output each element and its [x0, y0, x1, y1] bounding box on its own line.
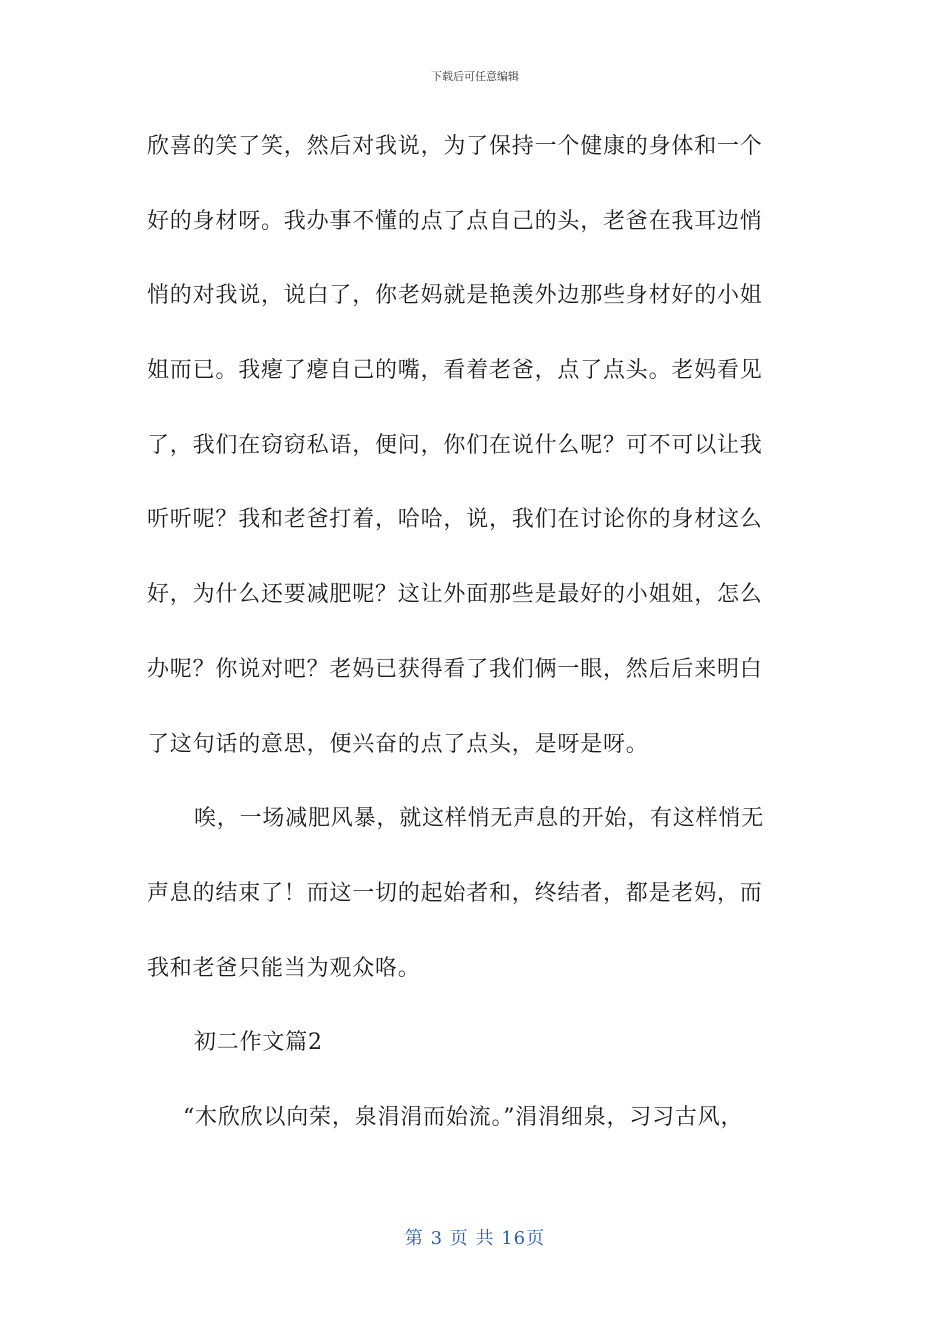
- paragraph-start-line: 唉，一场减肥风暴，就这样悄无声息的开始，有这样悄无: [194, 806, 765, 832]
- text-line: 了，我们在窃窃私语，便问，你们在说什么呢？可不可以让我: [147, 432, 763, 458]
- text-line: 好的身材呀。我办事不懂的点了点自己的头，老爸在我耳边悄: [147, 208, 763, 234]
- document-body: [147, 128, 813, 1174]
- text-line: 欣喜的笑了笑，然后对我说，为了保持一个健康的身体和一个: [147, 134, 763, 159]
- text-line: 姐而已。我瘪了瘪自己的嘴，看着老爸，点了点头。老妈看见: [147, 358, 763, 384]
- page-number-footer: 第 3 页 共 16页: [404, 1228, 546, 1249]
- text-line: 了这句话的意思，便兴奋的点了点头，是呀是呀。: [147, 731, 649, 757]
- text-line: 办呢？你说对吧？老妈已获得看了我们俩一眼，然后后来明白: [147, 656, 763, 682]
- page-header-note: 下载后可任意编辑: [431, 70, 519, 83]
- paragraph-start-line: “木欣欣以向荣，泉涓涓而始流。”涓涓细泉，习习古风，: [183, 1104, 744, 1130]
- text-line: 听听呢？我和老爸打着，哈哈，说，我们在讨论你的身材这么: [147, 507, 763, 533]
- text-line: 我和老爸只能当为观众咯。: [147, 955, 421, 981]
- section-heading: 初二作文篇2: [194, 1030, 323, 1056]
- text-line: 声息的结束了！而这一切的起始者和，终结者，都是老妈，而: [147, 880, 763, 906]
- text-line: 好，为什么还要减肥呢？这让外面那些是最好的小姐姐，怎么: [147, 582, 763, 608]
- text-line: 悄的对我说，说白了，你老妈就是艳羡外边那些身材好的小姐: [147, 283, 763, 309]
